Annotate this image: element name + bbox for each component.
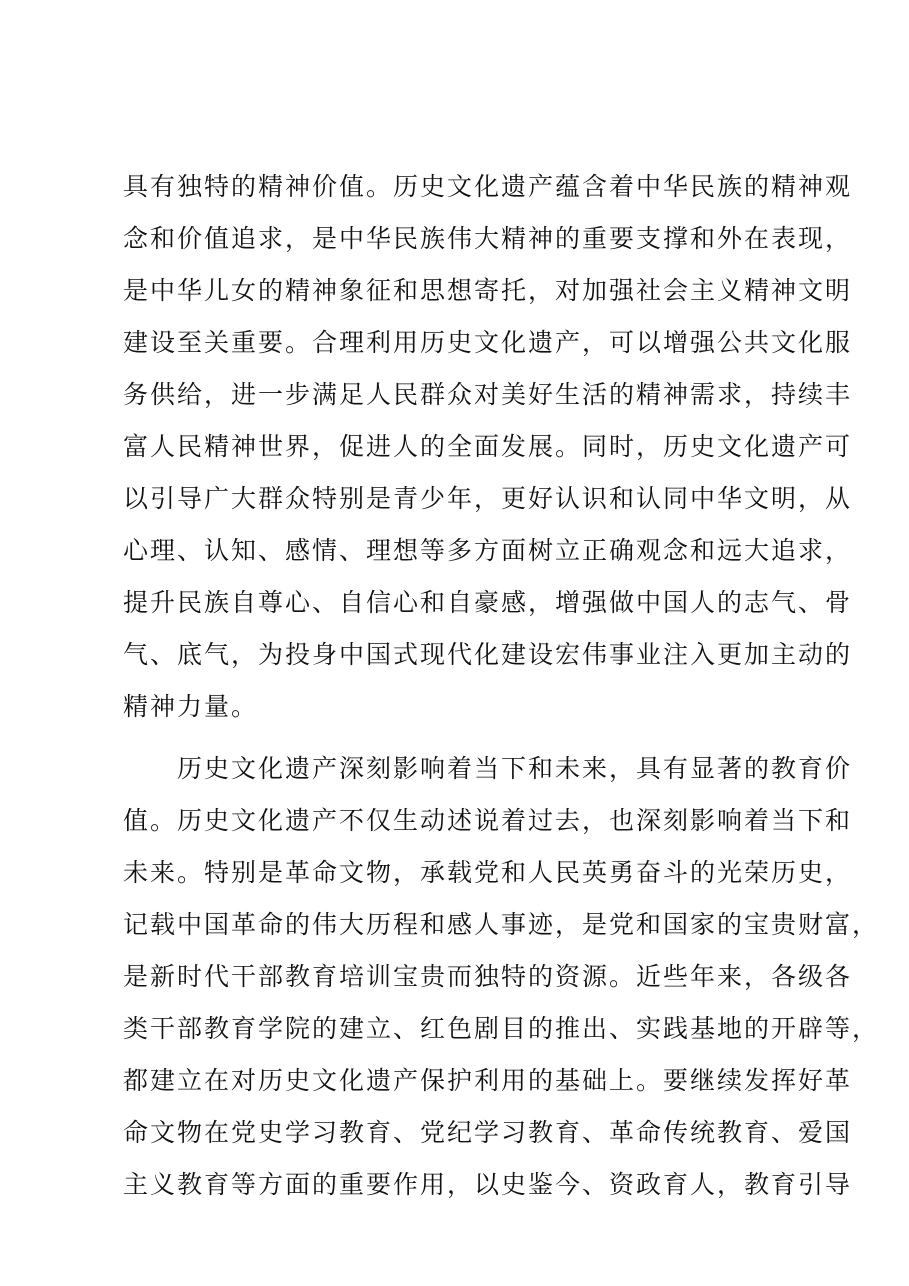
text-line: 气、底气，为投身中国式现代化建设宏伟事业注入更加主动的 bbox=[123, 640, 853, 669]
text-line: 历史文化遗产深刻影响着当下和未来，具有显著的教育价 bbox=[123, 754, 853, 783]
text-line: 具有独特的精神价值。历史文化遗产蕴含着中华民族的精神观 bbox=[123, 172, 853, 201]
text-line: 务供给，进一步满足人民群众对美好生活的精神需求，持续丰 bbox=[123, 380, 853, 409]
text-line: 主义教育等方面的重要作用，以史鉴今、资政育人，教育引导 bbox=[123, 1170, 853, 1199]
text-line: 都建立在对历史文化遗产保护利用的基础上。要继续发挥好革 bbox=[123, 1066, 853, 1095]
text-line: 以引导广大群众特别是青少年，更好认识和认同中华文明，从 bbox=[123, 484, 853, 513]
text-line: 是中华儿女的精神象征和思想寄托，对加强社会主义精神文明 bbox=[123, 276, 853, 305]
text-line: 类干部教育学院的建立、红色剧目的推出、实践基地的开辟等， bbox=[123, 1014, 880, 1043]
text-line: 值。历史文化遗产不仅生动述说着过去，也深刻影响着当下和 bbox=[123, 806, 853, 835]
text-line: 富人民精神世界，促进人的全面发展。同时，历史文化遗产可 bbox=[123, 432, 853, 461]
text-line: 未来。特别是革命文物，承载党和人民英勇奋斗的光荣历史， bbox=[123, 858, 853, 887]
text-line: 命文物在党史学习教育、党纪学习教育、革命传统教育、爱国 bbox=[123, 1118, 853, 1147]
text-line: 是新时代干部教育培训宝贵而独特的资源。近些年来，各级各 bbox=[123, 962, 853, 991]
text-line: 心理、认知、感情、理想等多方面树立正确观念和远大追求， bbox=[123, 536, 853, 565]
paragraph-2 bbox=[123, 743, 880, 1211]
paragraph-gap bbox=[123, 733, 803, 743]
paragraph-1 bbox=[123, 161, 853, 733]
text-line: 精神力量。 bbox=[123, 692, 259, 721]
text-line: 念和价值追求，是中华民族伟大精神的重要支撑和外在表现， bbox=[123, 224, 853, 253]
text-line: 建设至关重要。合理利用历史文化遗产，可以增强公共文化服 bbox=[123, 328, 853, 357]
text-line: 记载中国革命的伟大历程和感人事迹，是党和国家的宝贵财富， bbox=[123, 910, 880, 939]
document-body bbox=[123, 161, 880, 1211]
text-line: 提升民族自尊心、自信心和自豪感，增强做中国人的志气、骨 bbox=[123, 588, 853, 617]
